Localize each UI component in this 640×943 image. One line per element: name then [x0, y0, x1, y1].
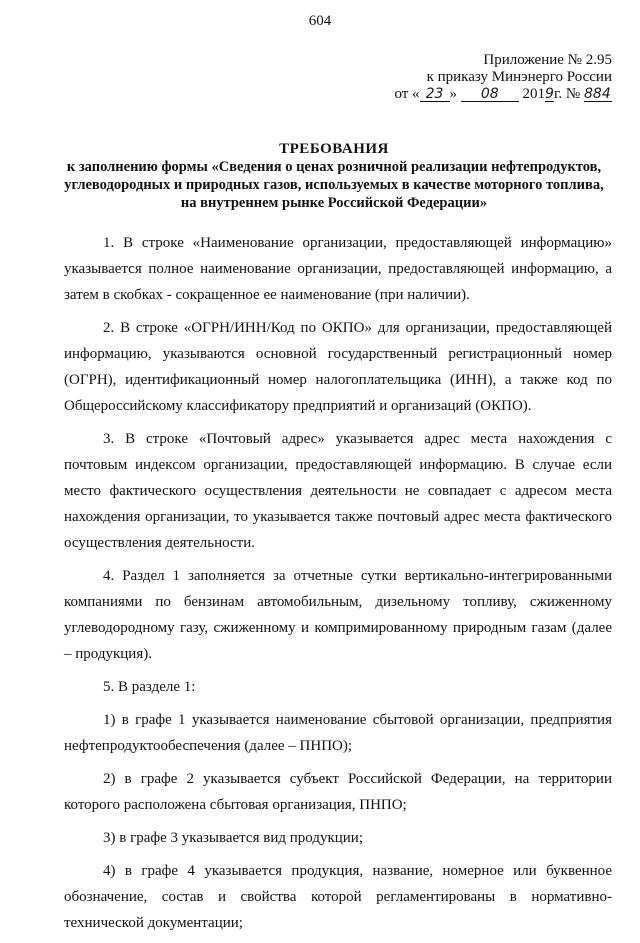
title-subheading: к заполнению формы «Сведения о ценах розничной реализации нефтепродуктов, углеводородных и природных газов, используемых в качестве моторного топлива, на внутреннем рынке Российской Федерации»: [64, 159, 604, 211]
year-suffix: г. №: [553, 86, 581, 102]
document-body: [64, 230, 612, 943]
handwritten-year-digit: 9: [545, 86, 554, 102]
paragraph-2: 2. В строке «ОГРН/ИНН/Код по ОКПО» для организации, предоставляющей информацию, указываются основной государственный регистрационный номер (ОГРН), идентификационный номер налогоплательщика (ИНН), а также код по Общероссийскому классификатору предприятий и организаций (ОКПО).: [64, 320, 612, 414]
paragraph-4: 4. Раздел 1 заполняется за отчетные сутки вертикально-интегрированными компаниями по бензинам автомобильным, дизельному топливу, сжиженному углеводородному газу, сжиженному и компримированному природным газам (далее – продукция).: [64, 568, 612, 662]
paragraph-1: 1. В строке «Наименование организации, предоставляющей информацию» указывается полное наименование организации, предоставляющей информацию, а затем в скобках - сокращенное ее наименование (при наличии).: [64, 235, 612, 303]
year-prefix: 201: [522, 86, 546, 102]
date-prefix: от «: [394, 86, 420, 102]
handwritten-month: 08: [461, 87, 519, 102]
handwritten-day: 23: [420, 87, 450, 102]
annex-line-1: Приложение № 2.95: [483, 52, 612, 68]
annex-line-2: к приказу Минэнерго России: [426, 69, 612, 85]
handwritten-order-number: 884: [584, 86, 611, 102]
annex-date-line: [382, 86, 612, 103]
paragraph-5-item-1: 1) в графе 1 указывается наименование сбытовой организации, предприятия нефтепродуктообеспечения (далее – ПНПО);: [64, 712, 612, 754]
document-title: [60, 140, 608, 212]
date-separator: »: [449, 86, 458, 102]
page-number: 604: [308, 13, 332, 29]
annex-header: [382, 52, 612, 103]
paragraph-5-item-4: 4) в графе 4 указывается продукция, название, номерное или буквенное обозначение, состав и свойства которой регламентированы в нормативно-технической документации;: [64, 863, 612, 931]
title-heading: ТРЕБОВАНИЯ: [279, 141, 389, 157]
paragraph-3: 3. В строке «Почтовый адрес» указывается адрес места нахождения с почтовым индексом организации, предоставляющей информацию. В случае если место фактического осуществления деятельности не совпадает с адресом места нахождения организации, то указывается также почтовый адрес места фактического осуществления деятельности.: [64, 431, 612, 551]
paragraph-5-item-2: 2) в графе 2 указывается субъект Российской Федерации, на территории которого расположена сбытовая организация, ПНПО;: [64, 771, 612, 813]
paragraph-5: 5. В разделе 1:: [103, 679, 196, 695]
paragraph-5-item-3: 3) в графе 3 указывается вид продукции;: [103, 830, 363, 846]
